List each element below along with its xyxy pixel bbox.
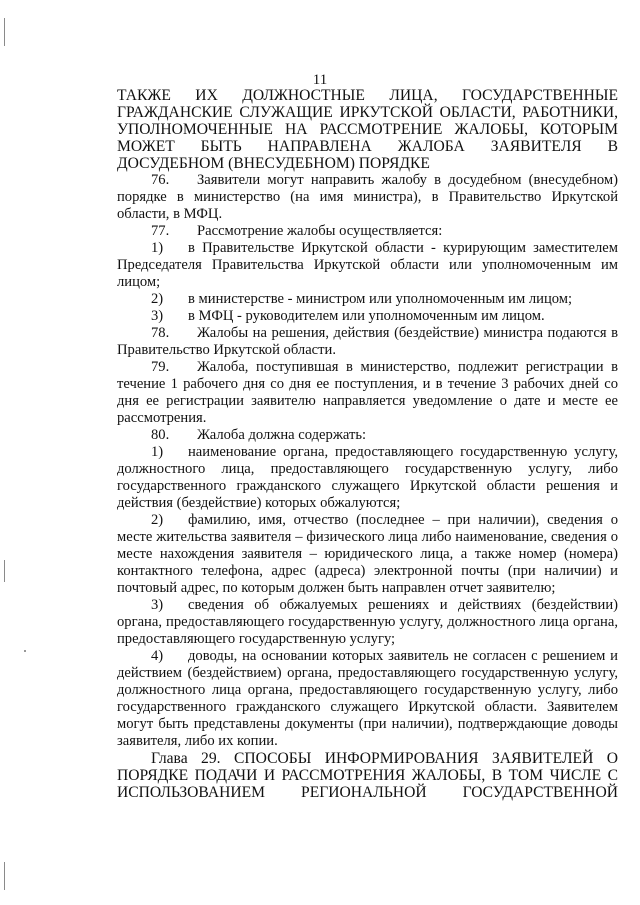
paragraph-77 — [117, 223, 618, 240]
paragraph-78 — [117, 325, 618, 359]
item-text: доводы, на основании которых заявитель не согласен с решением и действием (бездействием) органа, предоставляющего государственную услугу, должностного лица органа, предоставляющего государственную услугу, либо государственного гражданского служащего Иркутской области. Заявителем могут быть представлены документы (при наличии), подтверждающие доводы заявителя, либо их копии. — [117, 648, 618, 749]
paragraph-number: 79. — [151, 359, 170, 375]
item-number: 3) — [151, 308, 164, 324]
item-text: в министерстве - министром или уполномоченным им лицом; — [188, 291, 573, 307]
list-item — [117, 512, 618, 597]
item-number: 1) — [151, 240, 164, 256]
item-number: 2) — [151, 512, 164, 528]
list-item — [117, 648, 618, 750]
item-text: в МФЦ - руководителем или уполномоченным им лицом. — [188, 308, 545, 324]
list-item — [117, 597, 618, 648]
scan-edge-mark — [4, 18, 5, 46]
item-text: в Правительстве Иркутской области - курирующим заместителем Председателя Правительства Иркутской области или уполномоченным им лицом; — [117, 240, 618, 290]
item-text: наименование органа, предоставляющего государственную услугу, должностного лица, предоставляющего государственную услугу, либо государственного гражданского служащего Иркутской области решения и действия (бездействие) которых обжалуются; — [117, 444, 618, 511]
paragraph-number: 80. — [151, 427, 170, 443]
item-text: фамилию, имя, отчество (последнее – при наличии), сведения о месте жительства заявителя – физического лица либо наименование, сведения о месте нахождения заявителя – юридического лица, а также номер (номера) контактного телефона, адрес (адреса) электронной почты (при наличии) и почтовый адрес, по которым должен быть направлен отчет заявителю; — [117, 512, 618, 596]
chapter-label: Глава 29. — [151, 750, 221, 767]
list-item — [117, 308, 618, 325]
paragraph-text: Жалоба, поступившая в министерство, подлежит регистрации в течение 1 рабочего дня со дня ее поступления, и в течение 3 рабочих дней со дня ее регистрации заявителю направляется уведомление о дате и месте ее рассмотрения. — [117, 359, 618, 426]
page-number: 11 — [312, 72, 328, 88]
paragraph-number: 78. — [151, 325, 170, 341]
paragraph-text: Жалобы на решения, действия (бездействие) министра подаются в Правительство Иркутской области. — [117, 325, 618, 358]
paragraph-number: 76. — [151, 172, 170, 188]
paragraph-76 — [117, 172, 618, 223]
item-number: 1) — [151, 444, 164, 460]
paragraph-80 — [117, 427, 618, 444]
item-text: сведения об обжалуемых решениях и действиях (бездействии) органа, предоставляющего государственную услугу, должностного лица органа, предоставляющего государственную услугу; — [117, 597, 618, 647]
chapter-heading — [117, 750, 618, 801]
scan-edge-mark — [4, 862, 5, 890]
item-number: 4) — [151, 648, 164, 664]
list-item — [117, 291, 618, 308]
item-number: 2) — [151, 291, 164, 307]
paragraph-text: Заявители могут направить жалобу в досудебном (внесудебном) порядке в министерство (на имя министра), в Правительство Иркутской области, в МФЦ. — [117, 172, 618, 222]
paragraph-text: Жалоба должна содержать: — [197, 427, 367, 443]
paragraph-79 — [117, 359, 618, 427]
list-item — [117, 444, 618, 512]
item-number: 3) — [151, 597, 164, 613]
paragraph-text: Рассмотрение жалобы осуществляется: — [197, 223, 443, 239]
paragraph-number: 77. — [151, 223, 170, 239]
scan-speck — [24, 650, 26, 652]
chapter-title: СПОСОБЫ ИНФОРМИРОВАНИЯ ЗАЯВИТЕЛЕЙ О ПОРЯДКЕ ПОДАЧИ И РАССМОТРЕНИЯ ЖАЛОБЫ, В ТОМ ЧИСЛЕ С ИСПОЛЬЗОВАНИЕМ РЕГИОНАЛЬНОЙ ГОСУДАРСТВЕННОЙ — [117, 750, 619, 801]
section-heading: ТАКЖЕ ИХ ДОЛЖНОСТНЫЕ ЛИЦА, ГОСУДАРСТВЕННЫЕ ГРАЖДАНСКИЕ СЛУЖАЩИЕ ИРКУТСКОЙ ОБЛАСТИ, РАБОТНИКИ, УПОЛНОМОЧЕННЫЕ НА РАССМОТРЕНИЕ ЖАЛОБЫ, КОТОРЫМ МОЖЕТ БЫТЬ НАПРАВЛЕНА ЖАЛОБА ЗАЯВИТЕЛЯ В ДОСУДЕБНОМ (ВНЕСУДЕБНОМ) ПОРЯДКЕ — [117, 87, 618, 172]
list-item — [117, 240, 618, 291]
document-body — [117, 87, 618, 801]
scan-edge-mark — [4, 560, 5, 582]
